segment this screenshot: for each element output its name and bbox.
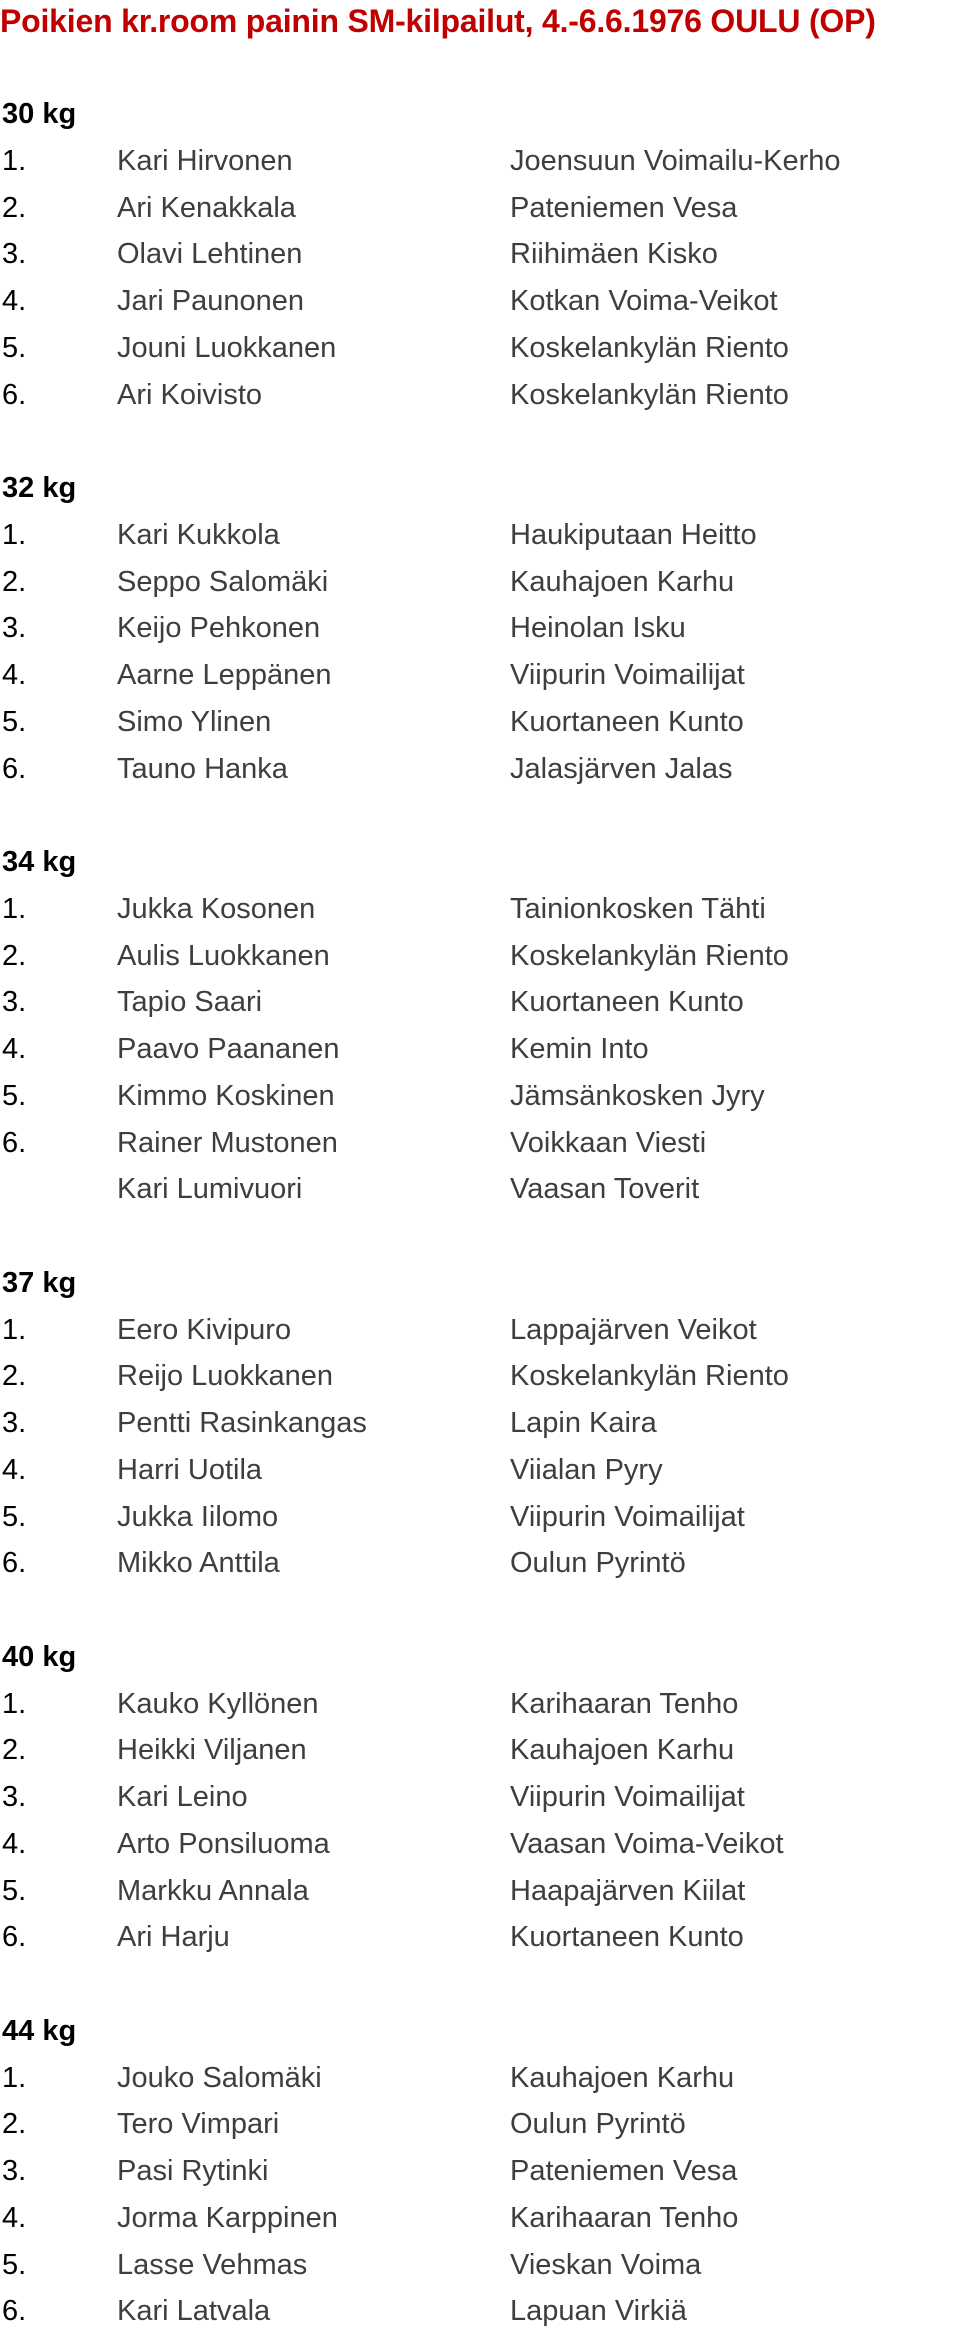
athlete-name: Simo Ylinen [117, 705, 272, 738]
result-rank: 2. [2, 565, 27, 598]
athlete-name: Aarne Leppänen [117, 659, 332, 691]
result-row [0, 564, 960, 604]
club-name: Kauhajoen Karhu [510, 565, 735, 598]
athlete-name: Kauko Kyllönen [117, 1687, 319, 1720]
result-rank: 1. [2, 144, 27, 177]
result-rank: 2. [2, 2108, 27, 2141]
club-name: Voikkaan Viesti [510, 1126, 707, 1159]
result-row [0, 1125, 960, 1165]
club-name: Kauhajoen Karhu [510, 2061, 735, 2094]
result-rank: 3. [2, 612, 27, 645]
club-name: Karihaaran Tenho [510, 1687, 739, 1720]
result-row [0, 377, 960, 417]
club-name: Kuortaneen Kunto [510, 986, 744, 1019]
result-row [0, 1826, 960, 1866]
result-rank: 5. [2, 1079, 27, 1112]
club-name: Kuortaneen Kunto [510, 705, 744, 738]
club-name: Viipurin Voimailijat [510, 1781, 745, 1813]
result-row [0, 2106, 960, 2146]
club-name: Kemin Into [510, 1033, 649, 1065]
result-row [0, 1405, 960, 1445]
athlete-name: Paavo Paananen [117, 1033, 340, 1065]
weight-class-heading: 34 kg [2, 846, 77, 878]
result-row [0, 236, 960, 276]
athlete-name: Kari Lumivuori [117, 1173, 303, 1206]
club-name: Koskelankylän Riento [510, 331, 789, 364]
club-name: Vaasan Voima-Veikot [510, 1827, 784, 1860]
club-name: Koskelankylän Riento [510, 1360, 789, 1393]
result-row [0, 1873, 960, 1913]
result-row [0, 2060, 960, 2100]
result-row [0, 938, 960, 978]
weight-class-heading: 40 kg [2, 1640, 77, 1673]
result-row [0, 657, 960, 697]
result-row [0, 2153, 960, 2193]
athlete-name: Ari Harju [117, 1921, 230, 1954]
club-name: Pateniemen Vesa [510, 2155, 738, 2187]
athlete-name: Harri Uotila [117, 1453, 263, 1486]
athlete-name: Kari Hirvonen [117, 144, 293, 177]
club-name: Riihimäen Kisko [510, 238, 718, 271]
result-rank: 5. [2, 705, 27, 738]
athlete-name: Heikki Viljanen [117, 1734, 307, 1767]
athlete-name: Lasse Vehmas [117, 2248, 308, 2281]
club-name: Koskelankylän Riento [510, 378, 789, 411]
weight-class-heading: 44 kg [2, 2014, 77, 2047]
result-rank: 4. [2, 1453, 27, 1486]
athlete-name: Kari Leino [117, 1781, 248, 1813]
result-rank: 4. [2, 285, 27, 317]
athlete-name: Reijo Luokkanen [117, 1360, 334, 1393]
result-rank: 2. [2, 1734, 27, 1767]
result-row [0, 143, 960, 183]
result-row [0, 891, 960, 931]
athlete-name: Tauno Hanka [117, 752, 288, 785]
result-row [0, 751, 960, 791]
athlete-name: Ari Koivisto [117, 378, 263, 411]
result-row [0, 517, 960, 557]
club-name: Oulun Pyrintö [510, 1547, 686, 1580]
result-row [0, 1779, 960, 1819]
result-row [0, 283, 960, 323]
result-rank: 1. [2, 518, 27, 551]
club-name: Jalasjärven Jalas [510, 752, 733, 785]
result-rank: 1. [2, 1313, 27, 1346]
result-rank: 1. [2, 1687, 27, 1720]
result-rank: 5. [2, 331, 27, 364]
club-name: Tainionkosken Tähti [510, 892, 766, 925]
result-rank: 4. [2, 2201, 27, 2234]
result-rank: 6. [2, 1547, 27, 1580]
result-row [0, 2293, 960, 2333]
result-rank: 5. [2, 1874, 27, 1907]
club-name: Heinolan Isku [510, 612, 686, 645]
athlete-name: Ari Kenakkala [117, 191, 296, 224]
club-name: Pateniemen Vesa [510, 191, 738, 224]
club-name: Viialan Pyry [510, 1453, 663, 1486]
result-row [0, 1919, 960, 1959]
document-title: Poikien kr.room painin SM-kilpailut, 4.-6.6.1976 OULU (OP) [0, 3, 876, 39]
athlete-name: Rainer Mustonen [117, 1126, 338, 1159]
athlete-name: Jari Paunonen [117, 285, 305, 317]
athlete-name: Seppo Salomäki [117, 565, 329, 598]
club-name: Koskelankylän Riento [510, 939, 789, 972]
result-rank: 1. [2, 892, 27, 925]
result-rank: 3. [2, 986, 27, 1019]
athlete-name: Olavi Lehtinen [117, 238, 303, 271]
athlete-name: Eero Kivipuro [117, 1313, 292, 1346]
result-rank: 3. [2, 1781, 27, 1813]
athlete-name: Pentti Rasinkangas [117, 1407, 367, 1439]
result-row [0, 1078, 960, 1118]
result-rank: 6. [2, 752, 27, 785]
result-row [0, 1171, 960, 1211]
club-name: Oulun Pyrintö [510, 2108, 686, 2141]
club-name: Kotkan Voima-Veikot [510, 285, 778, 317]
result-row [0, 1452, 960, 1492]
result-row [0, 704, 960, 744]
weight-class-heading: 37 kg [2, 1266, 77, 1299]
result-row [0, 190, 960, 230]
weight-class-heading: 30 kg [2, 98, 77, 130]
athlete-name: Kari Latvala [117, 2295, 271, 2328]
result-rank: 2. [2, 191, 27, 224]
result-rank: 5. [2, 1500, 27, 1533]
result-rank: 4. [2, 1827, 27, 1860]
result-rank: 4. [2, 1033, 27, 1065]
club-name: Kuortaneen Kunto [510, 1921, 744, 1954]
result-row [0, 2247, 960, 2287]
club-name: Vaasan Toverit [510, 1173, 700, 1206]
weight-class-heading: 32 kg [2, 472, 77, 504]
athlete-name: Jorma Karppinen [117, 2201, 338, 2234]
club-name: Kauhajoen Karhu [510, 1734, 735, 1767]
club-name: Vieskan Voima [510, 2248, 702, 2281]
athlete-name: Tero Vimpari [117, 2108, 280, 2141]
result-rank: 6. [2, 2295, 27, 2328]
result-row [0, 984, 960, 1024]
athlete-name: Kari Kukkola [117, 518, 280, 551]
club-name: Karihaaran Tenho [510, 2201, 739, 2234]
club-name: Lapin Kaira [510, 1407, 657, 1439]
result-rank: 6. [2, 1126, 27, 1159]
athlete-name: Jouko Salomäki [117, 2061, 322, 2094]
athlete-name: Markku Annala [117, 1874, 309, 1907]
athlete-name: Jukka Kosonen [117, 892, 316, 925]
result-row [0, 1686, 960, 1726]
club-name: Viipurin Voimailijat [510, 1500, 745, 1533]
result-row [0, 610, 960, 650]
result-row [0, 2200, 960, 2240]
result-row [0, 1031, 960, 1071]
result-rank: 6. [2, 1921, 27, 1954]
result-rank: 5. [2, 2248, 27, 2281]
club-name: Lapuan Virkiä [510, 2295, 687, 2328]
athlete-name: Mikko Anttila [117, 1547, 280, 1580]
club-name: Haapajärven Kiilat [510, 1874, 746, 1907]
result-row [0, 1499, 960, 1539]
athlete-name: Pasi Rytinki [117, 2155, 269, 2187]
athlete-name: Aulis Luokkanen [117, 939, 330, 972]
result-rank: 2. [2, 1360, 27, 1393]
result-rank: 1. [2, 2061, 27, 2094]
result-row [0, 1545, 960, 1585]
club-name: Joensuun Voimailu-Kerho [510, 144, 841, 177]
club-name: Jämsänkosken Jyry [510, 1079, 765, 1112]
result-rank: 3. [2, 238, 27, 271]
result-row [0, 330, 960, 370]
club-name: Lappajärven Veikot [510, 1313, 757, 1346]
athlete-name: Keijo Pehkonen [117, 612, 321, 645]
athlete-name: Jouni Luokkanen [117, 331, 337, 364]
athlete-name: Kimmo Koskinen [117, 1079, 335, 1112]
result-row [0, 1312, 960, 1352]
result-rank: 4. [2, 659, 27, 691]
athlete-name: Arto Ponsiluoma [117, 1827, 330, 1860]
result-row [0, 1732, 960, 1772]
club-name: Viipurin Voimailijat [510, 659, 745, 691]
club-name: Haukiputaan Heitto [510, 518, 757, 551]
result-rank: 3. [2, 2155, 27, 2187]
athlete-name: Tapio Saari [117, 986, 263, 1019]
athlete-name: Jukka Iilomo [117, 1500, 279, 1533]
result-rank: 3. [2, 1407, 27, 1439]
result-rank: 2. [2, 939, 27, 972]
result-row [0, 1358, 960, 1398]
result-rank: 6. [2, 378, 27, 411]
